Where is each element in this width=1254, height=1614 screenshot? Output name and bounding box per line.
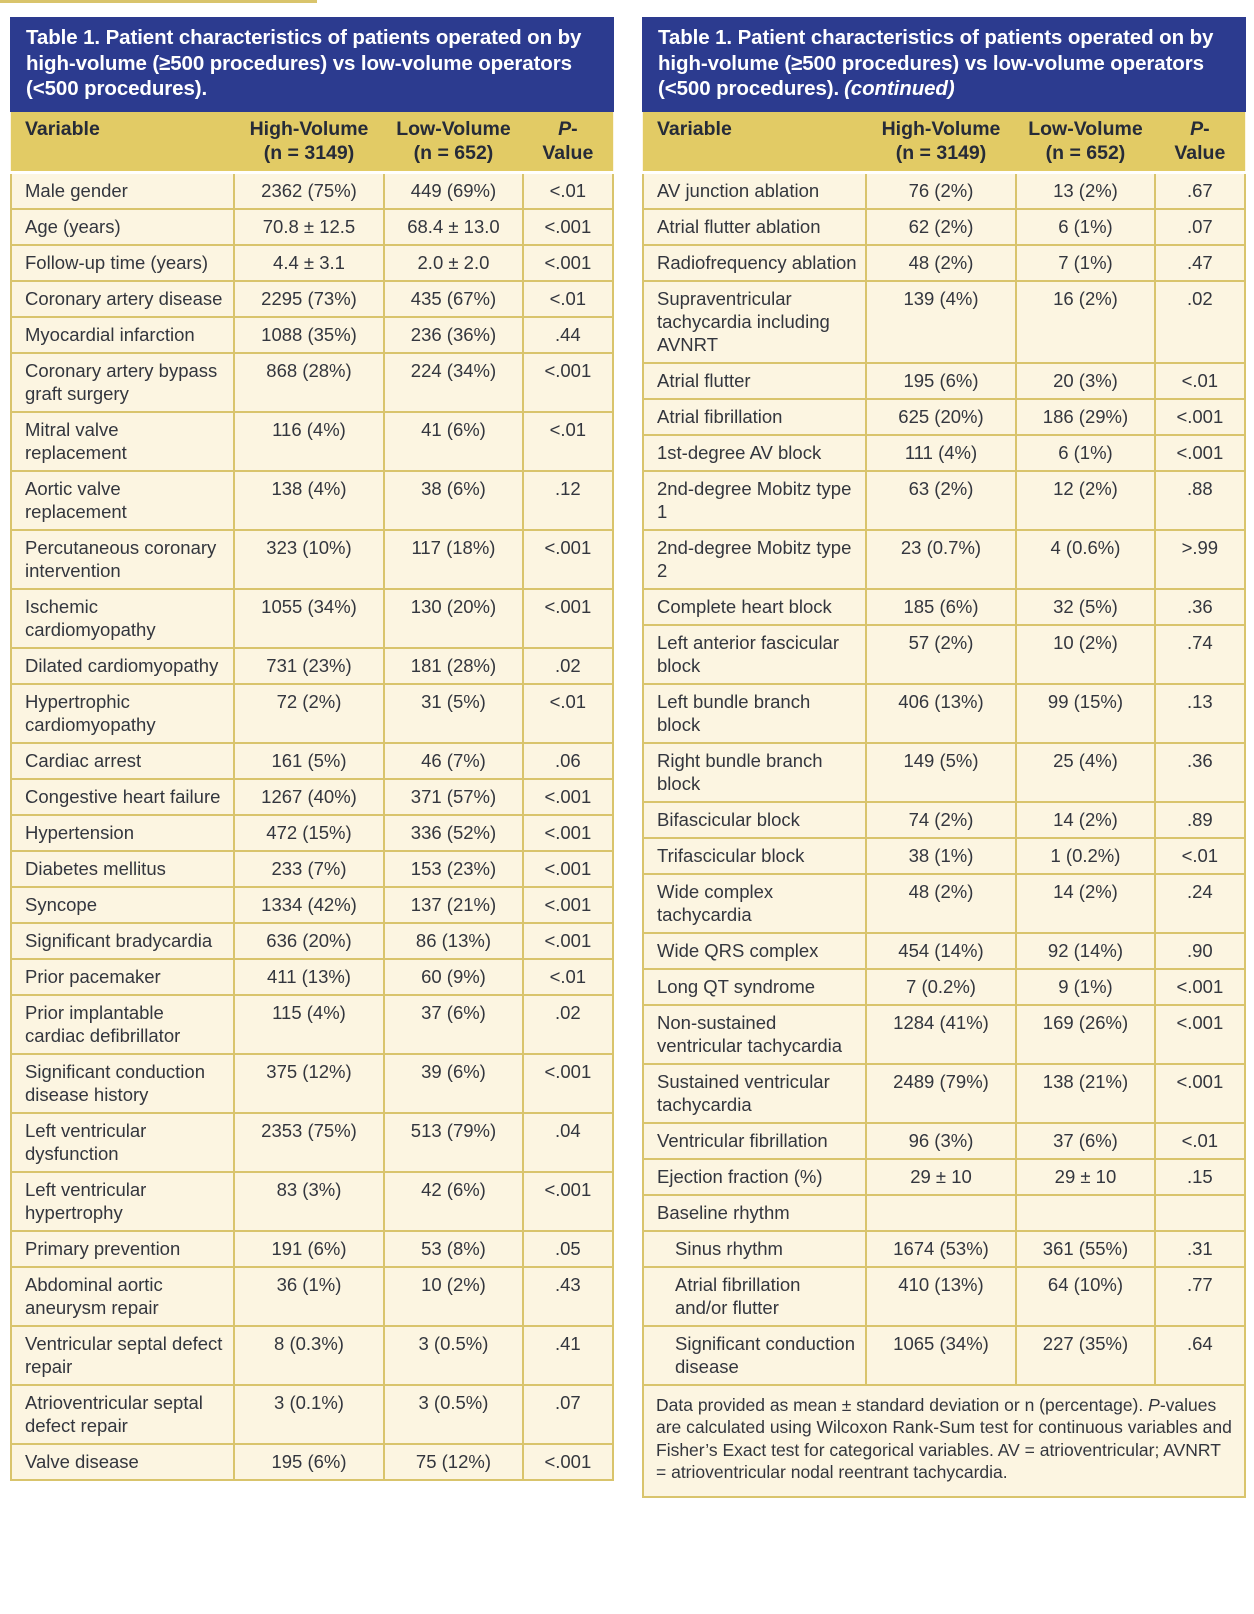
high-volume-cell: 74 (2%) (866, 802, 1017, 838)
variable-cell: Wide QRS complex (643, 933, 866, 969)
p-value-cell: .13 (1155, 684, 1245, 743)
p-value-cell: <.001 (523, 815, 613, 851)
variable-cell: Left ventricular dysfunction (11, 1113, 234, 1172)
variable-cell: Ventricular fibrillation (643, 1123, 866, 1159)
col-header-high-volume: High-Volume (n = 3149) (866, 112, 1017, 173)
table-row (643, 530, 1245, 589)
low-volume-cell: 9 (1%) (1016, 969, 1154, 1005)
low-volume-cell: 38 (6%) (384, 471, 522, 530)
p-value-cell: <.001 (523, 589, 613, 648)
low-volume-cell: 153 (23%) (384, 851, 522, 887)
low-volume-cell: 224 (34%) (384, 353, 522, 412)
table-title (642, 17, 1246, 112)
table-row (11, 589, 613, 648)
high-volume-cell: 1065 (34%) (866, 1326, 1017, 1385)
high-volume-cell: 76 (2%) (866, 172, 1017, 209)
p-value-cell: .24 (1155, 874, 1245, 933)
variable-cell: Atrial flutter (643, 363, 866, 399)
table-row (11, 245, 613, 281)
low-volume-cell: 92 (14%) (1016, 933, 1154, 969)
p-value-cell: <.001 (523, 779, 613, 815)
table-row (11, 815, 613, 851)
col-header-p-value: P- Value (1155, 112, 1245, 173)
p-value-cell: <.001 (1155, 399, 1245, 435)
variable-cell: Syncope (11, 887, 234, 923)
high-volume-cell: 195 (6%) (866, 363, 1017, 399)
p-value-cell: <.001 (523, 530, 613, 589)
variable-cell: Long QT syndrome (643, 969, 866, 1005)
low-volume-cell: 53 (8%) (384, 1231, 522, 1267)
high-volume-cell: 111 (4%) (866, 435, 1017, 471)
table-row (11, 743, 613, 779)
variable-cell: Dilated cardiomyopathy (11, 648, 234, 684)
low-volume-cell: 236 (36%) (384, 317, 522, 353)
p-value-cell: <.001 (1155, 1064, 1245, 1123)
variable-cell: Left anterior fascicular block (643, 625, 866, 684)
table-row (643, 933, 1245, 969)
p-value-cell: <.001 (1155, 1005, 1245, 1064)
high-volume-cell: 7 (0.2%) (866, 969, 1017, 1005)
col-header-high-volume: High-Volume (n = 3149) (234, 112, 385, 173)
variable-cell: Hypertrophic cardiomyopathy (11, 684, 234, 743)
table-row (11, 1326, 613, 1385)
table-row (643, 802, 1245, 838)
variable-cell: Radiofrequency ablation (643, 245, 866, 281)
high-volume-cell: 48 (2%) (866, 245, 1017, 281)
variable-cell: Atrial flutter ablation (643, 209, 866, 245)
high-volume-cell: 1334 (42%) (234, 887, 385, 923)
low-volume-cell: 41 (6%) (384, 412, 522, 471)
variable-cell: Abdominal aortic aneurysm repair (11, 1267, 234, 1326)
variable-cell: Significant conduction disease (643, 1326, 866, 1385)
low-volume-cell: 3 (0.5%) (384, 1326, 522, 1385)
high-volume-cell: 1674 (53%) (866, 1231, 1017, 1267)
high-volume-cell: 868 (28%) (234, 353, 385, 412)
col-header-variable: Variable (11, 112, 234, 173)
p-value-cell: <.001 (523, 1172, 613, 1231)
variable-cell: 2nd-degree Mobitz type 1 (643, 471, 866, 530)
p-value-cell: .12 (523, 471, 613, 530)
high-volume-cell: 139 (4%) (866, 281, 1017, 363)
low-volume-cell: 137 (21%) (384, 887, 522, 923)
table-row (643, 1231, 1245, 1267)
p-value-cell: .02 (1155, 281, 1245, 363)
variable-cell: Atrial fibrillation and/or flutter (643, 1267, 866, 1326)
p-value-cell: .04 (523, 1113, 613, 1172)
high-volume-cell: 191 (6%) (234, 1231, 385, 1267)
low-volume-cell: 117 (18%) (384, 530, 522, 589)
high-volume-cell: 70.8 ± 12.5 (234, 209, 385, 245)
p-value-cell: >.99 (1155, 530, 1245, 589)
table-row (643, 684, 1245, 743)
p-value-cell: .02 (523, 995, 613, 1054)
low-volume-cell: 7 (1%) (1016, 245, 1154, 281)
col-header-low-volume: Low-Volume (n = 652) (1016, 112, 1154, 173)
table-row (643, 1123, 1245, 1159)
table-row (11, 779, 613, 815)
table-row (643, 743, 1245, 802)
variable-cell: Percutaneous coronary intervention (11, 530, 234, 589)
p-value-cell: <.001 (523, 887, 613, 923)
low-volume-cell: 4 (0.6%) (1016, 530, 1154, 589)
low-volume-cell: 130 (20%) (384, 589, 522, 648)
variable-cell: Bifascicular block (643, 802, 866, 838)
table-row (643, 363, 1245, 399)
variable-cell: Right bundle branch block (643, 743, 866, 802)
table-row (11, 684, 613, 743)
p-value-cell: .43 (523, 1267, 613, 1326)
table-card-right (642, 17, 1246, 1498)
variable-cell: Aortic valve replacement (11, 471, 234, 530)
high-volume-cell: 472 (15%) (234, 815, 385, 851)
table-row (643, 1005, 1245, 1064)
low-volume-cell: 6 (1%) (1016, 209, 1154, 245)
variable-cell: Mitral valve replacement (11, 412, 234, 471)
table-card-left (10, 17, 614, 1481)
p-value-cell: .31 (1155, 1231, 1245, 1267)
table-row (11, 1054, 613, 1113)
high-volume-cell: 161 (5%) (234, 743, 385, 779)
table-row (643, 172, 1245, 209)
high-volume-cell: 36 (1%) (234, 1267, 385, 1326)
p-value-cell: .06 (523, 743, 613, 779)
table-row (11, 851, 613, 887)
table-title (10, 17, 614, 112)
table-row (11, 887, 613, 923)
low-volume-cell: 37 (6%) (1016, 1123, 1154, 1159)
top-edge-artifact (0, 0, 317, 3)
variable-cell: Significant conduction disease history (11, 1054, 234, 1113)
table-row (643, 1195, 1245, 1231)
p-value-cell: <.01 (523, 412, 613, 471)
table-row (643, 435, 1245, 471)
high-volume-cell: 116 (4%) (234, 412, 385, 471)
column-header-row (643, 112, 1245, 173)
variable-cell: Male gender (11, 172, 234, 209)
p-value-cell (1155, 1195, 1245, 1231)
high-volume-cell: 115 (4%) (234, 995, 385, 1054)
variable-cell: Left ventricular hypertrophy (11, 1172, 234, 1231)
high-volume-cell: 233 (7%) (234, 851, 385, 887)
low-volume-cell: 39 (6%) (384, 1054, 522, 1113)
p-value-cell: .02 (523, 648, 613, 684)
p-value-cell: <.01 (523, 172, 613, 209)
variable-cell: Hypertension (11, 815, 234, 851)
high-volume-cell: 1284 (41%) (866, 1005, 1017, 1064)
variable-cell: Coronary artery bypass graft surgery (11, 353, 234, 412)
high-volume-cell: 406 (13%) (866, 684, 1017, 743)
patient-characteristics-table-continued (642, 112, 1246, 1386)
p-value-cell: .47 (1155, 245, 1245, 281)
high-volume-cell: 138 (4%) (234, 471, 385, 530)
high-volume-cell: 23 (0.7%) (866, 530, 1017, 589)
high-volume-cell: 38 (1%) (866, 838, 1017, 874)
low-volume-cell (1016, 1195, 1154, 1231)
variable-cell: 2nd-degree Mobitz type 2 (643, 530, 866, 589)
p-value-cell: <.01 (523, 959, 613, 995)
p-value-cell: .67 (1155, 172, 1245, 209)
p-value-cell: .89 (1155, 802, 1245, 838)
low-volume-cell: 186 (29%) (1016, 399, 1154, 435)
table-row (11, 648, 613, 684)
p-value-cell: <.001 (523, 209, 613, 245)
table-body (11, 172, 613, 1480)
table-row (643, 399, 1245, 435)
variable-cell: Trifascicular block (643, 838, 866, 874)
low-volume-cell: 3 (0.5%) (384, 1385, 522, 1444)
low-volume-cell: 169 (26%) (1016, 1005, 1154, 1064)
low-volume-cell: 138 (21%) (1016, 1064, 1154, 1123)
high-volume-cell: 149 (5%) (866, 743, 1017, 802)
table-title-text: Table 1. Patient characteristics of patients operated on by high-volume (≥500 procedures) vs low-volume operators (<500 procedures). (26, 26, 582, 100)
low-volume-cell: 20 (3%) (1016, 363, 1154, 399)
low-volume-cell: 6 (1%) (1016, 435, 1154, 471)
low-volume-cell: 42 (6%) (384, 1172, 522, 1231)
p-value-cell: .07 (523, 1385, 613, 1444)
high-volume-cell: 2295 (73%) (234, 281, 385, 317)
variable-cell: Primary prevention (11, 1231, 234, 1267)
table-row (11, 530, 613, 589)
p-value-cell: <.001 (1155, 969, 1245, 1005)
table-footnote: Data provided as mean ± standard deviation or n (percentage). P-values are calculated using Wilcoxon Rank-Sum test for continuous variables and Fisher’s Exact test for categorical variables. AV = atrioventricular; AVNRT = atrioventricular nodal reentrant tachycardia. (642, 1386, 1246, 1498)
high-volume-cell: 185 (6%) (866, 589, 1017, 625)
table-row (643, 245, 1245, 281)
table-row (11, 281, 613, 317)
p-value-cell: <.01 (1155, 838, 1245, 874)
low-volume-cell: 371 (57%) (384, 779, 522, 815)
variable-cell: Significant bradycardia (11, 923, 234, 959)
low-volume-cell: 12 (2%) (1016, 471, 1154, 530)
high-volume-cell: 410 (13%) (866, 1267, 1017, 1326)
variable-cell: Sustained ventricular tachycardia (643, 1064, 866, 1123)
low-volume-cell: 25 (4%) (1016, 743, 1154, 802)
variable-cell: Atrial fibrillation (643, 399, 866, 435)
table-row (11, 1113, 613, 1172)
table-row (11, 209, 613, 245)
low-volume-cell: 46 (7%) (384, 743, 522, 779)
p-value-cell: <.001 (523, 1444, 613, 1480)
patient-characteristics-table (10, 112, 614, 1481)
high-volume-cell: 29 ± 10 (866, 1159, 1017, 1195)
high-volume-cell: 83 (3%) (234, 1172, 385, 1231)
low-volume-cell: 64 (10%) (1016, 1267, 1154, 1326)
variable-cell: Follow-up time (years) (11, 245, 234, 281)
variable-cell: Cardiac arrest (11, 743, 234, 779)
high-volume-cell: 1267 (40%) (234, 779, 385, 815)
variable-cell: Sinus rhythm (643, 1231, 866, 1267)
high-volume-cell: 625 (20%) (866, 399, 1017, 435)
variable-cell: Non-sustained ventricular tachycardia (643, 1005, 866, 1064)
table-row (11, 471, 613, 530)
table-row (11, 1172, 613, 1231)
p-value-cell: <.001 (523, 1054, 613, 1113)
low-volume-cell: 37 (6%) (384, 995, 522, 1054)
table-row (11, 1444, 613, 1480)
p-value-cell: .90 (1155, 933, 1245, 969)
high-volume-cell: 375 (12%) (234, 1054, 385, 1113)
variable-cell: Diabetes mellitus (11, 851, 234, 887)
high-volume-cell: 57 (2%) (866, 625, 1017, 684)
high-volume-cell: 1088 (35%) (234, 317, 385, 353)
low-volume-cell: 435 (67%) (384, 281, 522, 317)
low-volume-cell: 2.0 ± 2.0 (384, 245, 522, 281)
high-volume-cell: 63 (2%) (866, 471, 1017, 530)
variable-cell: Wide complex tachycardia (643, 874, 866, 933)
high-volume-cell: 636 (20%) (234, 923, 385, 959)
low-volume-cell: 1 (0.2%) (1016, 838, 1154, 874)
low-volume-cell: 68.4 ± 13.0 (384, 209, 522, 245)
col-header-variable: Variable (643, 112, 866, 173)
variable-cell: Myocardial infarction (11, 317, 234, 353)
variable-cell: Atrioventricular septal defect repair (11, 1385, 234, 1444)
high-volume-cell (866, 1195, 1017, 1231)
low-volume-cell: 10 (2%) (1016, 625, 1154, 684)
variable-cell: Ischemic cardiomyopathy (11, 589, 234, 648)
p-value-cell: <.01 (523, 684, 613, 743)
low-volume-cell: 29 ± 10 (1016, 1159, 1154, 1195)
low-volume-cell: 361 (55%) (1016, 1231, 1154, 1267)
high-volume-cell: 62 (2%) (866, 209, 1017, 245)
table-row (643, 1064, 1245, 1123)
variable-cell: Supraventricular tachycardia including AVNRT (643, 281, 866, 363)
variable-cell: Prior pacemaker (11, 959, 234, 995)
low-volume-cell: 75 (12%) (384, 1444, 522, 1480)
low-volume-cell: 449 (69%) (384, 172, 522, 209)
table-row (643, 838, 1245, 874)
low-volume-cell: 31 (5%) (384, 684, 522, 743)
table-row (643, 1159, 1245, 1195)
table-row (11, 995, 613, 1054)
p-value-cell: <.001 (523, 353, 613, 412)
table-row (643, 1326, 1245, 1385)
table-row (11, 959, 613, 995)
p-value-cell: .41 (523, 1326, 613, 1385)
table-row (11, 923, 613, 959)
variable-cell: Coronary artery disease (11, 281, 234, 317)
table-row (11, 1385, 613, 1444)
high-volume-cell: 4.4 ± 3.1 (234, 245, 385, 281)
variable-cell: AV junction ablation (643, 172, 866, 209)
p-value-cell: <.01 (523, 281, 613, 317)
low-volume-cell: 99 (15%) (1016, 684, 1154, 743)
p-value-cell: <.01 (1155, 363, 1245, 399)
low-volume-cell: 336 (52%) (384, 815, 522, 851)
table-body (643, 172, 1245, 1385)
variable-cell: Valve disease (11, 1444, 234, 1480)
table-row (643, 281, 1245, 363)
high-volume-cell: 454 (14%) (866, 933, 1017, 969)
table-continued-label: (continued) (844, 77, 955, 100)
p-value-cell: .44 (523, 317, 613, 353)
table-row (11, 412, 613, 471)
table-row (643, 874, 1245, 933)
high-volume-cell: 2353 (75%) (234, 1113, 385, 1172)
p-value-cell: .36 (1155, 743, 1245, 802)
low-volume-cell: 13 (2%) (1016, 172, 1154, 209)
high-volume-cell: 323 (10%) (234, 530, 385, 589)
variable-cell: Ejection fraction (%) (643, 1159, 866, 1195)
table-title-text: Table 1. Patient characteristics of patients operated on by high-volume (≥500 procedures) vs low-volume operators (<500 procedures). (658, 26, 1214, 100)
high-volume-cell: 96 (3%) (866, 1123, 1017, 1159)
low-volume-cell: 14 (2%) (1016, 802, 1154, 838)
high-volume-cell: 731 (23%) (234, 648, 385, 684)
variable-cell: Congestive heart failure (11, 779, 234, 815)
low-volume-cell: 513 (79%) (384, 1113, 522, 1172)
col-header-p-value: P- Value (523, 112, 613, 173)
high-volume-cell: 8 (0.3%) (234, 1326, 385, 1385)
table-row (11, 1267, 613, 1326)
p-value-cell: .36 (1155, 589, 1245, 625)
p-value-cell: <.001 (1155, 435, 1245, 471)
low-volume-cell: 181 (28%) (384, 648, 522, 684)
low-volume-cell: 10 (2%) (384, 1267, 522, 1326)
column-header-row (11, 112, 613, 173)
table-row (11, 1231, 613, 1267)
high-volume-cell: 3 (0.1%) (234, 1385, 385, 1444)
p-value-cell: <.001 (523, 851, 613, 887)
low-volume-cell: 86 (13%) (384, 923, 522, 959)
variable-cell: Left bundle branch block (643, 684, 866, 743)
table-row (11, 317, 613, 353)
low-volume-cell: 32 (5%) (1016, 589, 1154, 625)
low-volume-cell: 16 (2%) (1016, 281, 1154, 363)
variable-cell: Complete heart block (643, 589, 866, 625)
p-value-cell: .07 (1155, 209, 1245, 245)
table-row (643, 589, 1245, 625)
high-volume-cell: 1055 (34%) (234, 589, 385, 648)
table-row (11, 353, 613, 412)
high-volume-cell: 72 (2%) (234, 684, 385, 743)
low-volume-cell: 60 (9%) (384, 959, 522, 995)
low-volume-cell: 227 (35%) (1016, 1326, 1154, 1385)
col-header-low-volume: Low-Volume (n = 652) (384, 112, 522, 173)
high-volume-cell: 48 (2%) (866, 874, 1017, 933)
variable-cell: Prior implantable cardiac defibrillator (11, 995, 234, 1054)
p-value-cell: <.01 (1155, 1123, 1245, 1159)
high-volume-cell: 195 (6%) (234, 1444, 385, 1480)
high-volume-cell: 2489 (79%) (866, 1064, 1017, 1123)
variable-cell: Age (years) (11, 209, 234, 245)
low-volume-cell: 14 (2%) (1016, 874, 1154, 933)
variable-cell: Ventricular septal defect repair (11, 1326, 234, 1385)
table-row (643, 625, 1245, 684)
high-volume-cell: 411 (13%) (234, 959, 385, 995)
variable-cell: Baseline rhythm (643, 1195, 866, 1231)
p-value-cell: <.001 (523, 245, 613, 281)
p-value-cell: .05 (523, 1231, 613, 1267)
table-row (643, 209, 1245, 245)
table-row (643, 1267, 1245, 1326)
p-value-cell: .15 (1155, 1159, 1245, 1195)
p-value-cell: .64 (1155, 1326, 1245, 1385)
p-value-cell: <.001 (523, 923, 613, 959)
p-value-cell: .77 (1155, 1267, 1245, 1326)
p-value-cell: .74 (1155, 625, 1245, 684)
table-row (643, 969, 1245, 1005)
variable-cell: 1st-degree AV block (643, 435, 866, 471)
high-volume-cell: 2362 (75%) (234, 172, 385, 209)
p-value-cell: .88 (1155, 471, 1245, 530)
table-row (643, 471, 1245, 530)
table-row (11, 172, 613, 209)
